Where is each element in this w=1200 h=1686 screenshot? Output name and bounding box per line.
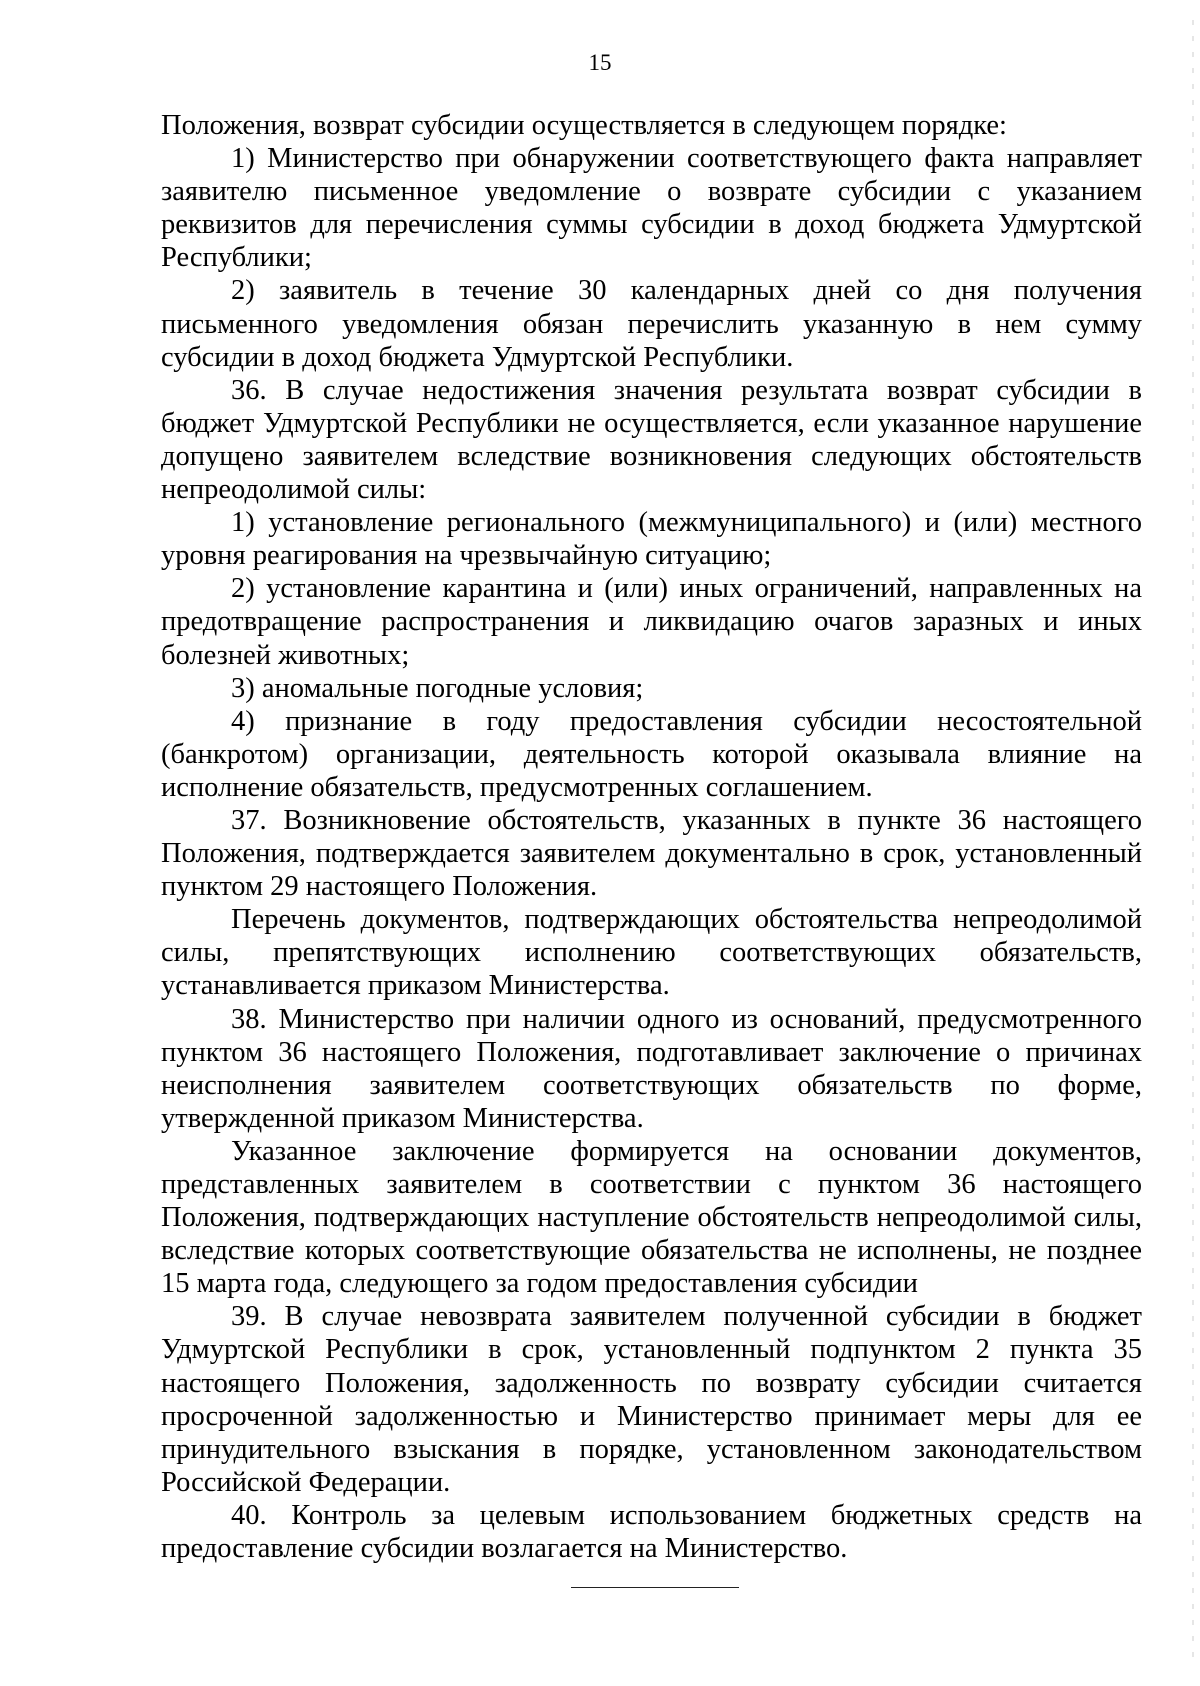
end-divider-line: [571, 1587, 739, 1588]
paragraph-37: 37. Возникновение обстоятельств, указанных в пункте 36 настоящего Положения, подтверждается заявителем документально в срок, установленный пунктом 29 настоящего Положения.: [161, 804, 1142, 903]
paragraph-35-item-2: 2) заявитель в течение 30 календарных дней со дня получения письменного уведомления обязан перечислить указанную в нем сумму субсидии в доход бюджета Удмуртской Республики.: [161, 275, 1142, 373]
paragraph-38-conclusion: Указанное заключение формируется на основании документов, представленных заявителем в соответствии с пунктом 36 настоящего Положения, подтверждающих наступление обстоятельств непреодолимой силы, вследствие которых соответствующие обязательства не исполнены, не позднее 15 марта года, следующего за годом предоставления субсидии: [161, 1135, 1142, 1300]
paragraph-36: 36. В случае недостижения значения результата возврат субсидии в бюджет Удмуртской Республики не осуществляется, если указанное нарушение допущено заявителем вследствие возникновения следующих обстоятельств непреодолимой силы:: [161, 374, 1142, 506]
paragraph-36-item-1: 1) установление регионального (межмуниципального) и (или) местного уровня реагирования на чрезвычайную ситуацию;: [161, 507, 1142, 572]
paragraph-36-item-2: 2) установление карантина и (или) иных ограничений, направленных на предотвращение распространения и ликвидацию очагов заразных и иных болезней животных;: [161, 573, 1142, 671]
paragraph-35-item-1: 1) Министерство при обнаружении соответствующего факта направляет заявителю письменное уведомление о возврате субсидии с указанием реквизитов для перечисления суммы субсидии в доход бюджета Удмуртской Республики;: [161, 143, 1142, 274]
paragraph-37-documents: Перечень документов, подтверждающих обстоятельства непреодолимой силы, препятствующих исполнению соответствующих обязательств, устанавливается приказом Министерства.: [161, 904, 1142, 1002]
document-body: [161, 109, 1142, 1565]
paragraph-40: 40. Контроль за целевым использованием бюджетных средств на предоставление субсидии возлагается на Министерство.: [161, 1499, 1142, 1565]
paragraph-36-item-3: 3) аномальные погодные условия;: [231, 672, 644, 704]
paragraph-39: 39. В случае невозврата заявителем полученной субсидии в бюджет Удмуртской Республики в срок, установленный подпунктом 2 пункта 35 настоящего Положения, задолженность по возврату субсидии считается просроченной задолженностью и Министерство принимает меры для ее принудительного взыскания в порядке, установленном законодательством Российской Федерации.: [161, 1301, 1142, 1498]
paragraph-36-item-4: 4) признание в году предоставления субсидии несостоятельной (банкротом) организации, деятельность которой оказывала влияние на исполнение обязательств, предусмотренных соглашением.: [161, 705, 1142, 803]
page-number: 15: [588, 50, 612, 75]
paragraph-continuation: Положения, возврат субсидии осуществляется в следующем порядке:: [161, 110, 1007, 141]
scan-edge-artifact: [1192, 20, 1194, 1660]
paragraph-38: 38. Министерство при наличии одного из оснований, предусмотренного пунктом 36 настоящего Положения, подготавливает заключение о причинах неисполнения заявителем соответствующих обязательств по форме, утвержденной приказом Министерства.: [161, 1003, 1142, 1134]
